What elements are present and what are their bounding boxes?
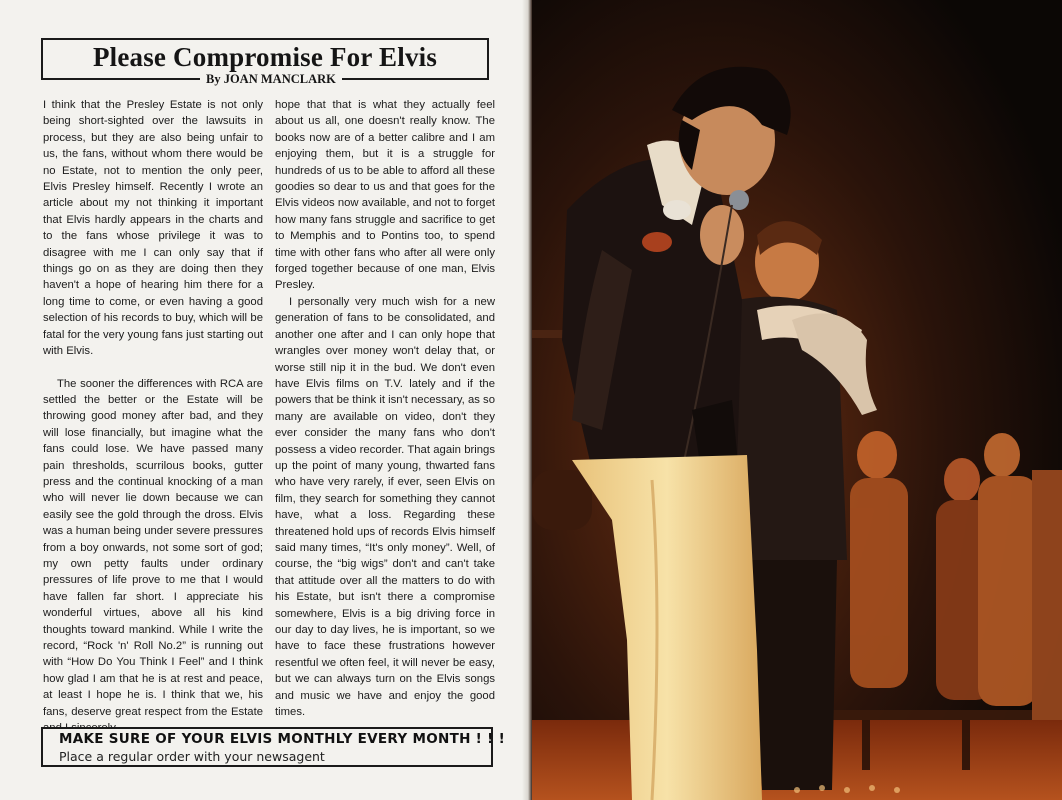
page-gutter (522, 0, 532, 800)
magazine-left-page (0, 0, 530, 800)
paragraph: hope that that is what they actually feel about us all, one doesn't really know. The books now are of a better calibre and I am enjoying them, but it is a struggle for hundreds of us to be able to afford all these goodies so dear to us and that goes for the Elvis videos now available, and not to forget how many fans struggle and sacrifice to get to Memphis and to Pontins too, to spend time with other fans who after all were only forged together because of one man, Elvis Presley. (275, 99, 495, 292)
article-column-1 (43, 97, 263, 736)
paragraph: I personally very much wish for a new generation of fans to be consolidated, and another one after and I can only hope that wrangles over money won't delay that, or worse still nip it in the bud. We don't even have Elvis films on T.V. lately and if the powers that be think it isn't necessary, as so many are available on video, don't they ever consider the many fans who don't possess a video recorder. That again brings up the point of many young, thwarted fans who have very rarely, if ever, seen Elvis on film, they search for something they cannot have, what a loss. Regarding these threatened hold ups of records Elvis himself said many times, “It's only money”. Well, of course, the “big wigs” don't and can't take that attitude over all the matters to do with his Estate, but isn't there a compromise somewhere, Elvis is a big driving force in our day to day lives, he is important, so we have to face these frustrations however resentful we often feel, it will never be easy, but we can always turn on the Elvis songs and music we have and enjoy the good times. (275, 295, 495, 719)
banner-subline: Place a regular order with your newsagent (59, 749, 325, 764)
article-byline: By JOAN MANCLARK (200, 72, 342, 87)
article-title: Please Compromise For Elvis (92, 42, 438, 72)
concert-photo-illustration (532, 0, 1062, 800)
paragraph: I think that the Presley Estate is not only being short-sighted over the lawsuits in process, but they are also being unfair to us, the fans, without whom there would be no Estate, not to mention the only peer, Elvis Presley himself. Recently I wrote an article about my not thinking it important that Elvis hardly appears in the charts and to the fans whose privilege it was to disagree with me I can only say that if things go on as they are doing then they haven't a hope of hearing him there for a long time to come, or even having a good selection of his records to buy, which will be fatal for the very young fans just starting out with Elvis. (43, 99, 263, 358)
banner-headline: MAKE SURE OF YOUR ELVIS MONTHLY EVERY MONTH ! ! ! (59, 731, 506, 747)
concert-photo (532, 0, 1062, 800)
subscription-banner (41, 727, 506, 767)
article-column-2 (275, 97, 495, 720)
paragraph: The sooner the differences with RCA are settled the better or the Estate will be throwing good money after bad, and they will lose financially, but imagine what the fans could lose. We have passed many pain thresholds, scurrilous books, gutter press and the continual knocking of a man who will never lie down because we can easily see the gold through the dross. Elvis was a human being under severe pressures from a boy onwards, not some sort of god; my own petty faults under ordinary pressures of life prove to me that I would have fallen far short. I appreciate his wonderful virtues, above all his kind thoughts toward mankind. While I write the record, “Rock 'n' Roll No.2” is running out with “How Do You Think I Feel” and I think how glad I am that he is at rest and peace, at least I hope he is. I think that we, his fans, deserve great respect from the Estate (43, 377, 263, 718)
